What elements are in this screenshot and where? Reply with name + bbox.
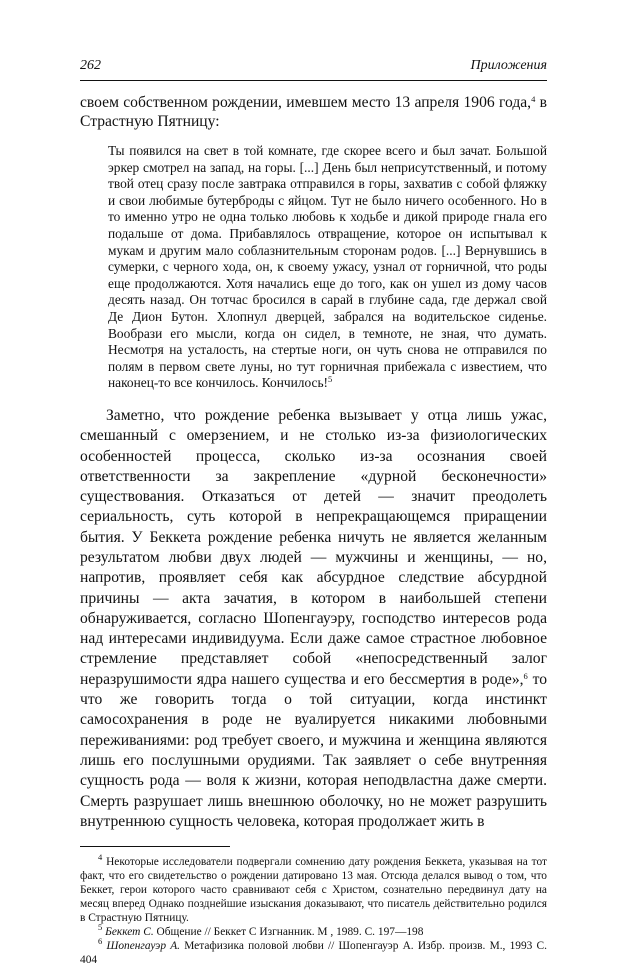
footnote-author: Шопенгауэр А.	[106, 940, 181, 953]
lead-paragraph	[80, 93, 547, 131]
footnote-number: 6	[98, 936, 103, 947]
book-page	[80, 58, 547, 967]
footnote-ref-6: 6	[523, 670, 528, 681]
block-quote	[108, 143, 547, 392]
footnote-ref-5: 5	[328, 374, 333, 385]
body-paragraph	[80, 406, 547, 832]
footnote-number: 4	[98, 852, 103, 863]
body-text-part2: то что же говорить тогда о той ситуации, когда инстинкт самосохранения в роде не вуалируется никакими любовными переживаниями: род требует своего, и мужчина и женщина являются лишь его послушными орудиями. Так заявляет о себе внутренняя сущность рода — воля к жизни, которая неподвластна даже смерти. Смерть разрушает лишь внешнюю оболочку, но не может разрушить внутреннюю сущность человека, которая продолжает жить в	[80, 670, 547, 830]
footnote-5	[80, 922, 547, 939]
footnote-author: Беккет С.	[105, 926, 154, 939]
footnote-text: Общение // Беккет С Изгнанник. М , 1989. С. 197—198	[153, 926, 424, 939]
lead-tail: в Страстную Пятницу:	[80, 94, 547, 130]
running-title: Приложения	[470, 58, 547, 73]
footnote-4	[80, 852, 547, 925]
footnote-number: 5	[98, 922, 103, 933]
body-text-part1: Заметно, что рождение ребенка вызывает у отца лишь ужас, смешанный с омерзением, и не столько из-за физиологических особенностей процесса, сколько из-за осознания своей ответственности за закрепление «дурной бесконечности» существования. Отказаться от детей — значит преодолеть сериальность, суть которой в непрекращающемся приращении бытия. У Беккета рождение ребенка ничуть не является желанным результатом любви двух людей — мужчины и женщины, — но, напротив, проявляет себя как абсурдное следствие абсурдной причины — акта зачатия, в котором в наибольшей степени обнаруживается, согласно Шопенгауэру, господство интересов рода над интересами индивидуума. Если даже самое страстное любовное стремление представляет собой «непосредственный залог неразрушимости ядра нашего существа и его бессмертия в роде»,	[80, 406, 547, 688]
quote-text: Ты появился на свет в той комнате, где скорее всего и был зачат. Большой эркер смотрел на запад, на горы. [...] День был неприсутственный, и потому твой отец сразу после завтрака отправился в горы, захватив с собой фляжку и свои любимые бутерброды с яйцом. Тут не было ничего особенного. Но в то именно утро не одна только любовь к ходьбе и дикой природе гнала его подальше от дома. Прибавлялось отвращение, которое он испытывал к мукам и другим мало соблазнительным сторонам родов. [...] Вернувшись в сумерки, с черного хода, он, к своему ужасу, узнал от горничной, что роды еще продолжаются. Хотя начались еще до того, как он ушел из дому часов десять назад. Он тотчас бросился в сарай в глубине сада, где держал свой Де Дион Бутон. Хлопнул дверцей, забрался на водительское сиденье. Вообрази его мысли, когда он сидел, в темноте, не зная, что думать. Несмотря на усталость, на стертые ноги, он чуть снова не отправился по полям в первом свете луны, но тут горничная прибежала с известием, что наконец-то все кончилось. Кончилось!	[108, 143, 547, 391]
page-number: 262	[80, 58, 101, 73]
footnote-ref-4: 4	[531, 94, 536, 104]
footnote-separator	[80, 846, 230, 847]
footnote-6	[80, 936, 547, 967]
footnote-text: Метафизика половой любви // Шопенгауэр А. Избр. произв. М., 1993 С. 404	[80, 940, 547, 967]
lead-text: своем собственном рождении, имевшем место 13 апреля 1906 года,	[80, 94, 532, 111]
running-header	[80, 58, 547, 80]
footnote-text: Некоторые исследователи подвергали сомнению дату рождения Беккета, указывая на тот факт, что его свидетельство о рождении датировано 13 мая. Отсюда делался вывод о том, что Беккет, герои которого часто сравнивают себя с Христом, сознательно передвинул дату на месяц вперед Однако позднейшие изыскания доказывают, что писатель действительно родился в Страстную Пятницу.	[80, 856, 547, 925]
header-rule	[80, 80, 547, 81]
